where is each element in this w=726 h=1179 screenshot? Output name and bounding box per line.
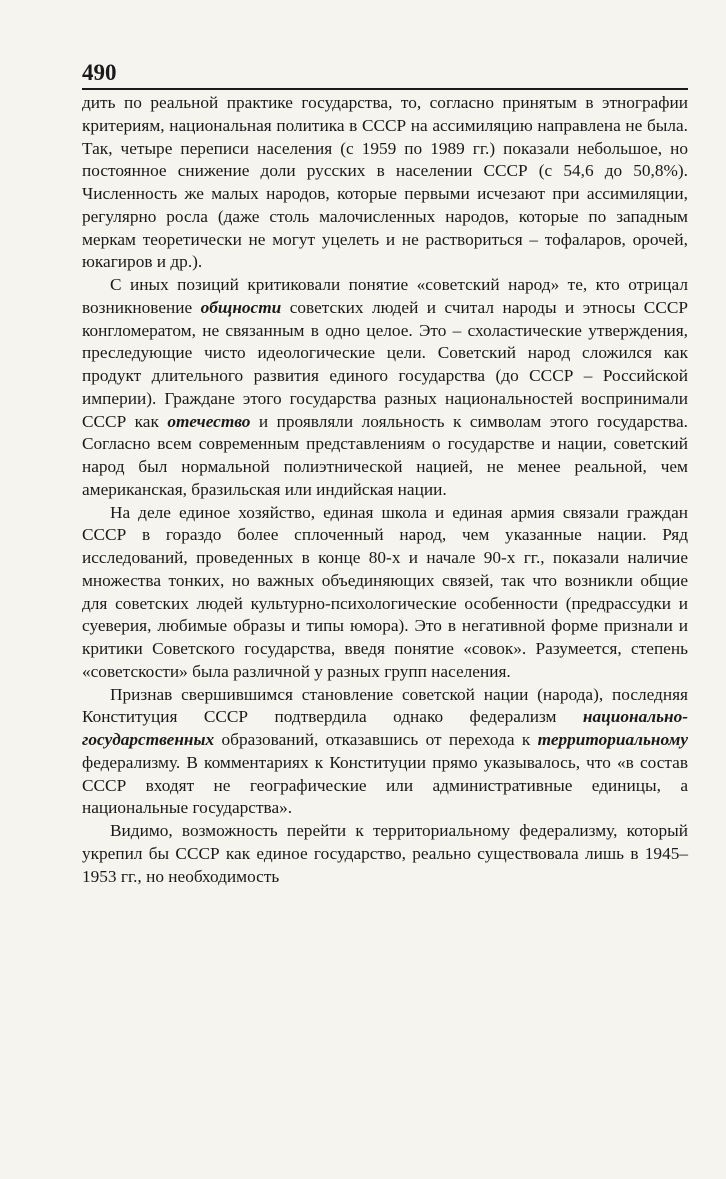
paragraph-4-text-b: образований, отказавшись от перехода к [214, 730, 538, 749]
paragraph-2-text-a: С иных позиций критиковали понятие «советский народ» те, кто отрицал возникновение [82, 275, 688, 317]
header-rule [82, 88, 688, 90]
paragraph-5-text: Видимо, возможность перейти к территориальному федерализму, который укрепил бы СССР как единое государство, реально существовала лишь в 1945–1953 гг., но необходимость [82, 821, 688, 886]
paragraph-4-text-a: Признав свершившимся становление советской нации (народа), последняя Конституция СССР подтвердила однако федерализм [82, 684, 688, 727]
emphasis-obshchnosti: общности [200, 297, 282, 317]
paragraph-4 [82, 684, 688, 821]
emphasis-natsionalno-gosudarstvennykh: национально-государственных [82, 707, 688, 749]
book-page [82, 58, 688, 888]
paragraph-1-text: дить по реальной практике государства, то, согласно принятым в этнографии критериям, национальная политика в СССР на ассимиляцию направлена не была. Так, четыре переписи населения (с 1959 по 1989 гг.) показали небольшое, но постоянное снижение доли русских в населении СССР (с 54,6 до 50,8%). Численность же малых народов, которые первыми исчезают при ассимиляции, регулярно росла (даже столь малочисленных народов, которые по западным меркам теоретически не могут уцелеть и не раствориться – тофаларов, орочей, юкагиров и др.). [82, 93, 688, 272]
paragraph-2-text-c: и проявляли лояльность к символам этого государства. Согласно всем современным представлениям о государстве и нации, советский народ был нормальной полиэтнической нацией, не менее реальной, чем американская, бразильская или индийская нации. [82, 411, 688, 499]
paragraph-2-text-b: советских людей и считал народы и этносы СССР конгломератом, не связанным в одно целое. Это – схоластические утверждения, преследующие чисто идеологические цели. Советский народ сложился как продукт длительного развития единого государства (до СССР – Российской империи). Граждане этого государства разных национальностей воспринимали СССР как [82, 297, 688, 431]
paragraph-3 [82, 502, 688, 684]
paragraph-3-text: На деле единое хозяйство, единая школа и единая армия связали граждан СССР в гораздо более сплоченный народ, чем указанные нации. Ряд исследований, проведенных в конце 80-х и начале 90-х гг., показали наличие множества тонких, но важных объединяющих связей, так что возникли общие для советских людей культурно-психологические особенности (предрассудки и суеверия, любимые образы и типы юмора). Это в негативной форме признали и критики Советского государства, введя понятие «совок». Разумеется, степень «советскости» была различной у разных групп населения. [82, 502, 688, 681]
emphasis-otechestvo: отечество [167, 411, 251, 431]
paragraph-4-text-c: федерализму. В комментариях к Конституции прямо указывалось, что «в состав СССР входят не географические или административные единицы, а национальные государства». [82, 752, 688, 818]
emphasis-territorialnomu: территориальному [537, 730, 688, 749]
paragraph-1 [82, 92, 688, 274]
paragraph-2 [82, 274, 688, 502]
paragraph-5 [82, 820, 688, 888]
body-text [82, 92, 688, 888]
page-number: 490 [82, 60, 117, 85]
